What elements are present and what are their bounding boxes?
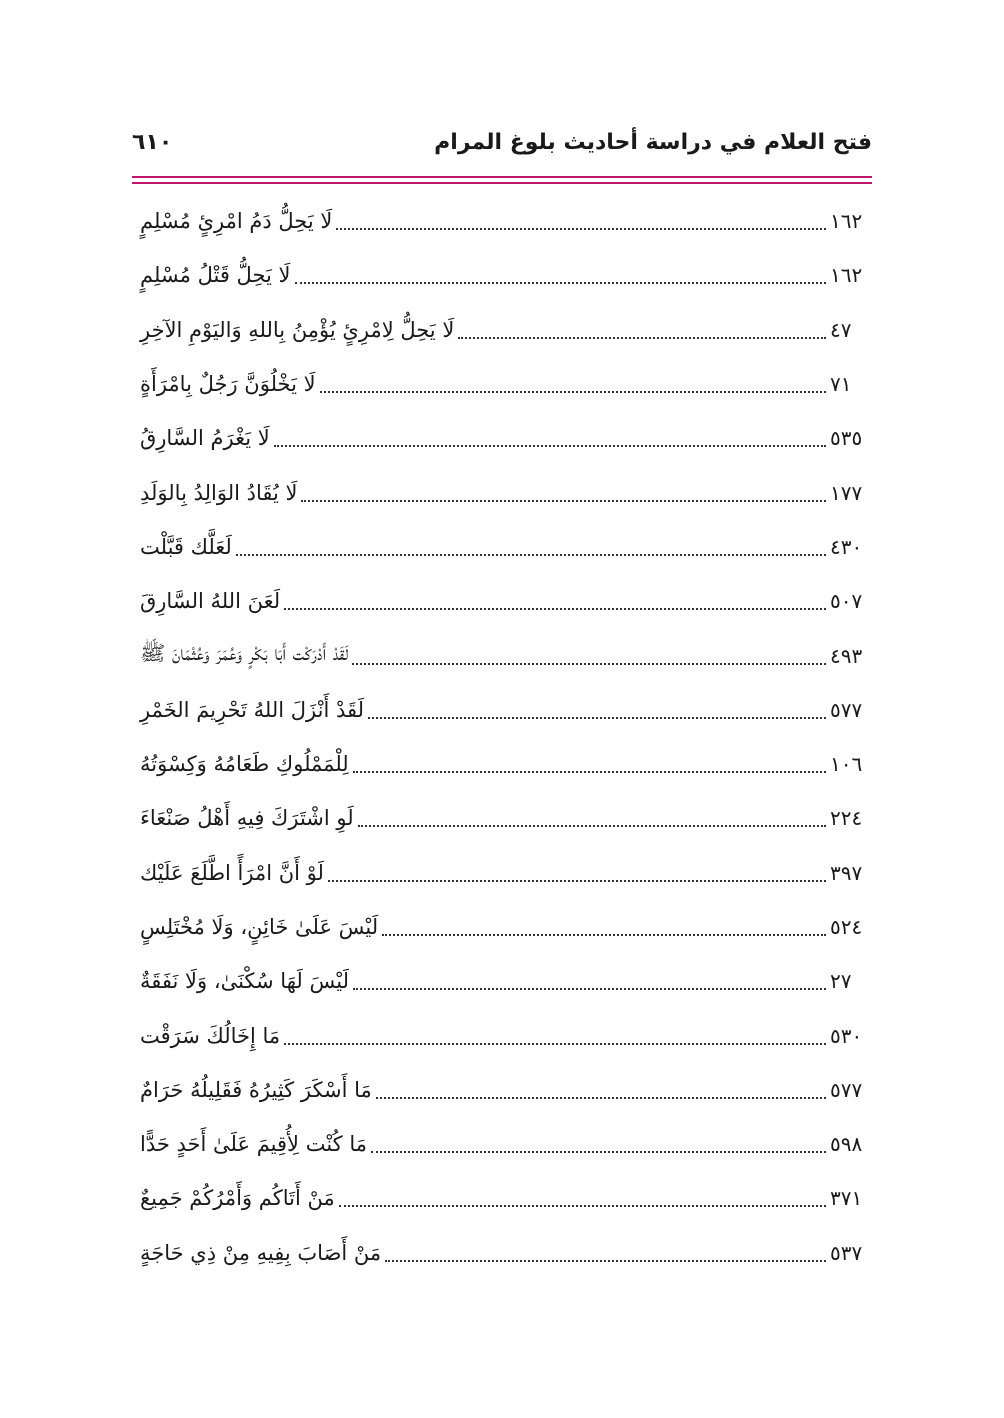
entry-text: لَقَدْ أَنْزَلَ اللهُ تَحْرِيمَ الخَمْرِ: [140, 697, 365, 722]
dot-leader: [353, 988, 826, 990]
index-entry: [140, 628, 870, 682]
entry-text: لَقَدْ أَدْرَكْت أَبَا بَكْرٍ وَعُمَرَ وَعُثْمَانَ ﷺ: [140, 641, 349, 666]
index-entry: [140, 900, 870, 954]
entry-page-number: ١٧٧: [830, 480, 863, 505]
entry-page-number: ٥٠٧: [830, 589, 863, 614]
index-entry: [140, 1226, 870, 1280]
entry-page-number: ٢٢٤: [830, 806, 863, 831]
entry-text: لَا يَغْرَمُ السَّارِقُ: [140, 426, 270, 451]
entry-page-number: ٣٧١: [830, 1186, 863, 1211]
dot-leader: [358, 825, 826, 827]
book-title: فتح العلام في دراسة أحاديث بلوغ المرام: [434, 130, 872, 155]
index-entry: [140, 846, 870, 900]
header-rule-top: [132, 176, 872, 178]
entry-text: لَا يَحِلُّ لِامْرِئٍ يُؤْمِنُ بِاللهِ وَاليَوْمِ الآخِرِ: [140, 317, 455, 342]
entry-page-number: ٥٧٧: [830, 1077, 863, 1102]
index-entry: [140, 1171, 870, 1225]
index-entry: [140, 574, 870, 628]
index-entry: [140, 248, 870, 302]
entry-page-number: ٣٩٧: [830, 860, 863, 885]
dot-leader: [295, 282, 827, 284]
dot-leader: [336, 228, 826, 230]
dot-leader: [284, 1043, 826, 1045]
entry-page-number: ٧١: [830, 372, 852, 397]
dot-leader: [301, 500, 826, 502]
entry-text: مَا أَسْكَرَ كَثِيرُهُ فَقَلِيلُهُ حَرَامٌ: [140, 1077, 372, 1102]
index-entry: [140, 1117, 870, 1171]
index-entry: [140, 954, 870, 1008]
entry-text: لَا يَحِلُّ قَتْلُ مُسْلِمٍ: [140, 263, 291, 288]
entry-page-number: ٥٣٧: [830, 1240, 863, 1265]
entry-page-number: ٤٧: [830, 317, 852, 342]
dot-leader: [385, 1260, 826, 1262]
entry-page-number: ١٦٢: [830, 263, 863, 288]
entry-text: لَعَلَّك قَبَّلْت: [140, 534, 232, 559]
index-entry: [140, 357, 870, 411]
entry-text: مَنْ أَتَاكُم وَأَمْرُكُمْ جَمِيعٌ: [140, 1186, 335, 1211]
entry-text: لَعَنَ اللهُ السَّارِقَ: [140, 589, 281, 614]
entry-text: لَا يَخْلُوَنَّ رَجُلٌ بِامْرَأَةٍ: [140, 372, 316, 397]
dot-leader: [382, 934, 826, 936]
dot-leader: [284, 608, 826, 610]
entry-page-number: ٥٣٥: [830, 426, 863, 451]
running-header: [132, 128, 872, 168]
entry-text: لَا يُقَادُ الوَالِدُ بِالوَلَدِ: [140, 480, 298, 505]
dot-leader: [371, 1151, 826, 1153]
entry-page-number: ٥٢٤: [830, 915, 863, 939]
entry-text: مَا إِخَالُكَ سَرَقْت: [140, 1023, 281, 1048]
dot-leader: [368, 717, 826, 719]
entry-text: مَنْ أَصَابَ بِفِيهِ مِنْ ذِي حَاجَةٍ: [140, 1240, 382, 1265]
page-number: ٦١٠: [132, 130, 173, 155]
entry-text: لَوْ أَنَّ امْرَأً اطَّلَعَ عَلَيْك: [140, 860, 324, 885]
index-entry: [140, 1008, 870, 1062]
entry-page-number: ٥٧٧: [830, 697, 863, 722]
entry-page-number: ٤٣٠: [830, 534, 863, 559]
index-entry: [140, 791, 870, 845]
entry-text: لَوِ اشْتَرَكَ فِيهِ أَهْلُ صَنْعَاءَ: [140, 806, 354, 831]
entry-page-number: ٢٧: [830, 969, 852, 994]
index-entry: [140, 737, 870, 791]
dot-leader: [352, 663, 826, 665]
dot-leader: [236, 554, 826, 556]
hadith-index-list: [140, 194, 870, 1280]
dot-leader: [458, 337, 826, 339]
entry-text: مَا كُنْت لِأُقِيمَ عَلَىٰ أَحَدٍ حَدًّا: [140, 1132, 367, 1157]
index-entry: [140, 1063, 870, 1117]
entry-page-number: ٤٩٣: [830, 643, 863, 668]
dot-leader: [320, 391, 826, 393]
index-entry: [140, 520, 870, 574]
header-rule-bottom: [132, 182, 872, 184]
index-entry: [140, 303, 870, 357]
dot-leader: [339, 1205, 826, 1207]
index-entry: [140, 465, 870, 519]
index-entry: [140, 194, 870, 248]
dot-leader: [376, 1097, 826, 1099]
entry-page-number: ٥٩٨: [830, 1132, 863, 1157]
entry-text: لَا يَحِلُّ دَمُ امْرِئٍ مُسْلِمٍ: [140, 209, 333, 234]
entry-page-number: ١٠٦: [830, 752, 863, 777]
entry-text: لَيْسَ لَهَا سُكْنَىٰ، وَلَا نَفَقَةٌ: [140, 969, 349, 994]
dot-leader: [274, 445, 826, 447]
dot-leader: [328, 880, 826, 882]
entry-page-number: ٥٣٠: [830, 1023, 863, 1048]
entry-text: لِلْمَمْلُوكِ طَعَامُهُ وَكِسْوَتُهُ: [140, 752, 349, 777]
entry-text: لَيْسَ عَلَىٰ خَائِنٍ، وَلَا مُخْتَلِسٍ: [140, 915, 379, 939]
entry-page-number: ١٦٢: [830, 209, 863, 234]
dot-leader: [353, 771, 826, 773]
index-entry: [140, 683, 870, 737]
index-entry: [140, 411, 870, 465]
